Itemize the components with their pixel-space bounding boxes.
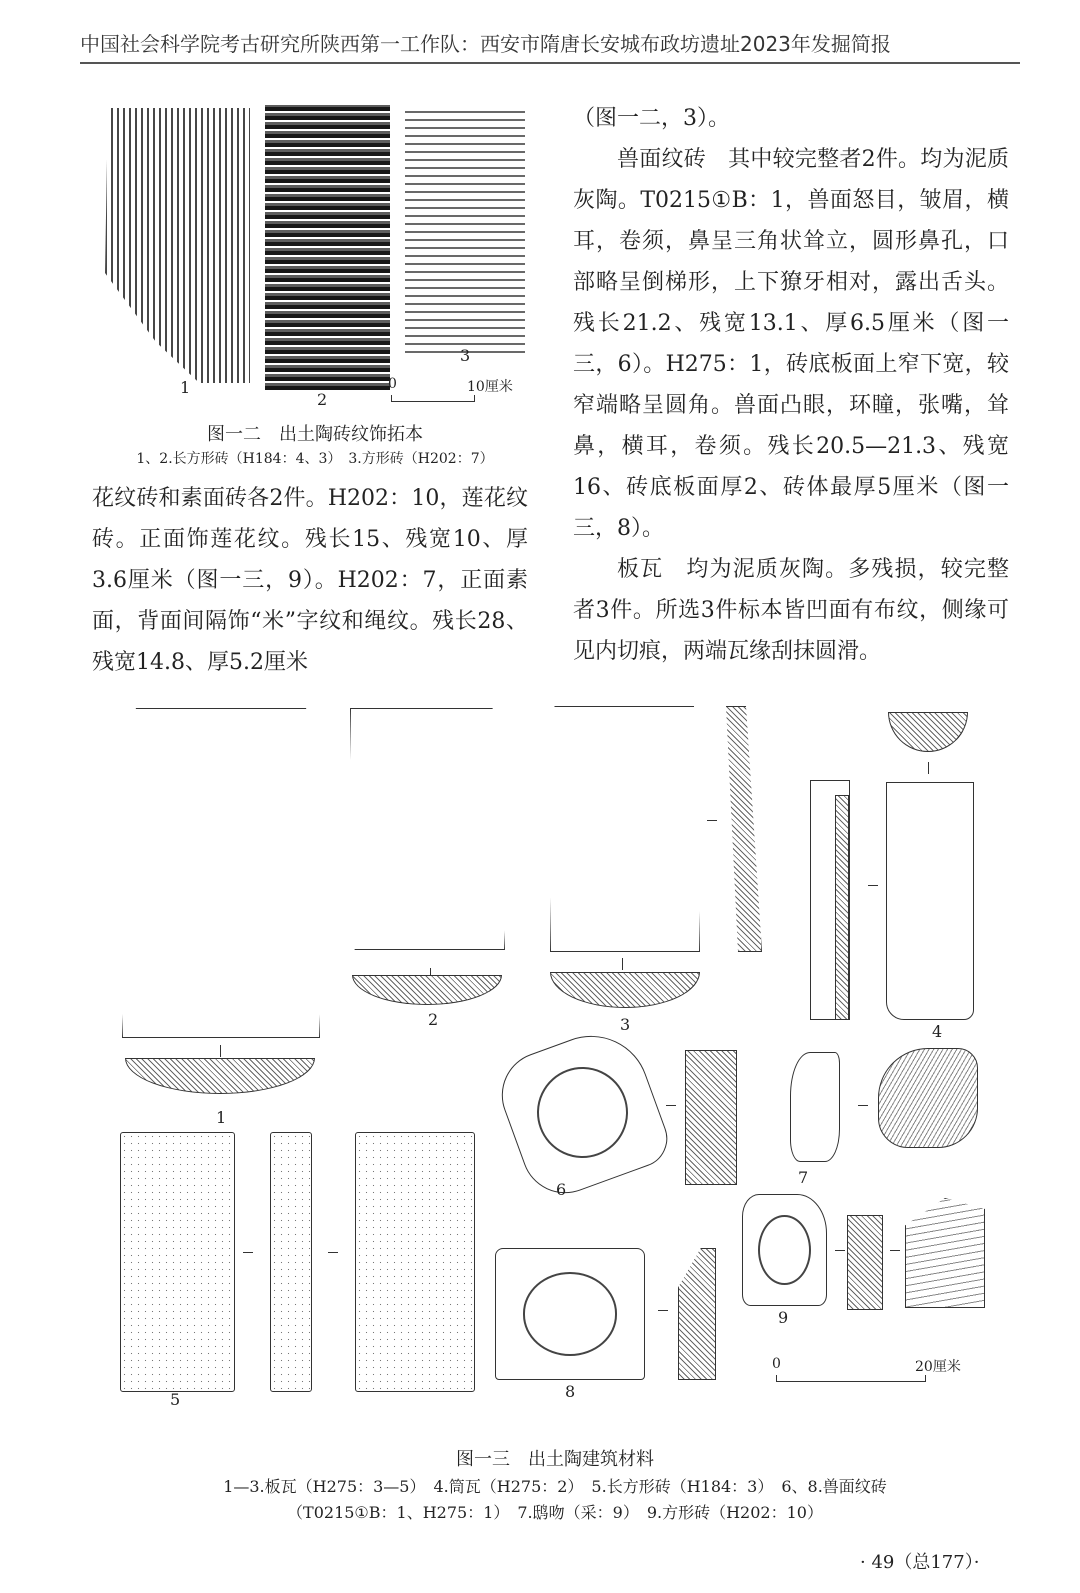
scale-label-end: 10厘米 <box>467 379 513 395</box>
drawing-tile-1 <box>122 708 320 1038</box>
rubbing-image-3 <box>405 108 525 353</box>
figure-13-title: 图一三 出土陶建筑材料 <box>456 1449 654 1470</box>
drawing-profile-hatch-4 <box>835 795 849 1020</box>
section-marker <box>328 1252 338 1253</box>
drawing-section-1 <box>125 1058 315 1094</box>
figure-item-number: 5 <box>170 1390 181 1409</box>
paragraph: 花纹砖和素面砖各2件。H202：10，莲花纹砖。正面饰莲花纹。残长15、残宽10、厚3.6厘米（图一三，9）。H202：7，正面素面，背面间隔饰“米”字纹和绳纹。残长28、残宽14.8、厚5.2厘米 <box>92 486 528 675</box>
figure-12-subtitle: 1、2.长方形砖（H184：4、3） 3.方形砖（H202：7） <box>136 451 494 467</box>
scale-bar <box>776 1374 926 1382</box>
scale-label-end: 20厘米 <box>915 1359 961 1375</box>
drawing-chiwen-7-side <box>790 1052 840 1162</box>
section-marker <box>928 762 929 774</box>
left-text-column <box>92 478 528 683</box>
figure-13-subtitle-line2: （T0215①B：1、H275：1） 7.鸱吻（采：9） 9.方形砖（H202：10） <box>287 1503 823 1522</box>
drawing-beast-face-8 <box>495 1248 645 1380</box>
scale-label-zero: 0 <box>772 1356 781 1372</box>
section-marker <box>658 1310 668 1311</box>
figure-item-number: 3 <box>620 1015 631 1034</box>
figure-item-number: 9 <box>778 1308 789 1327</box>
figure-item-number: 1 <box>180 378 191 397</box>
figure-item-number: 6 <box>556 1180 567 1199</box>
figure-item-number: 8 <box>565 1382 576 1401</box>
figure-13-subtitle-line1: 1—3.板瓦（H275：3—5） 4.筒瓦（H275：2） 5.长方形砖（H184：3） 6、8.兽面纹砖 <box>223 1477 887 1496</box>
rubbing-image-1 <box>105 108 250 383</box>
drawing-section-2 <box>352 975 502 1005</box>
drawing-beast-face-6 <box>490 1020 676 1206</box>
drawing-section-6 <box>685 1050 737 1185</box>
section-marker <box>868 885 878 886</box>
figure-item-number: 3 <box>460 346 471 365</box>
page-number: · 49（总177）· <box>860 1552 980 1573</box>
figure-12-title: 图一二 出土陶砖纹饰拓本 <box>207 424 423 445</box>
figure-item-number: 4 <box>932 1022 943 1041</box>
figure-item-number: 2 <box>428 1010 439 1029</box>
drawing-section-4 <box>888 712 968 752</box>
drawing-brick-5-side <box>270 1132 312 1392</box>
section-marker <box>858 1105 868 1106</box>
figure-item-number: 1 <box>216 1108 227 1127</box>
figure-13-drawings <box>110 700 990 1409</box>
figure-item-number: 7 <box>798 1168 809 1187</box>
paragraph: 兽面纹砖 其中较完整者2件。均为泥质灰陶。T0215①B：1，兽面怒目，皱眉，横耳，卷须，鼻呈三角状耸立，圆形鼻孔，口部略呈倒梯形，上下獠牙相对，露出舌头。残长21.2、残宽13.1、厚6.5厘米（图一三，6）。H275：1，砖底板面上窄下宽，较窄端略呈圆角。兽面凸眼，环瞳，张嘴，耸鼻，横耳，卷须。残长20.5—21.3、残宽16、砖底板面厚2、砖体最厚5厘米（图一三，8）。 <box>573 147 1009 541</box>
section-marker <box>707 820 717 821</box>
drawing-tile-3 <box>550 706 700 952</box>
drawing-brick-5-front <box>120 1132 235 1392</box>
section-marker <box>220 1045 221 1057</box>
section-marker <box>666 1105 676 1106</box>
figure-12-rubbings <box>95 100 535 409</box>
drawing-lotus-brick-9-back <box>905 1198 985 1308</box>
section-marker <box>835 1250 845 1251</box>
right-text-column <box>573 98 1009 672</box>
running-head: 中国社会科学院考古研究所陕西第一工作队：西安市隋唐长安城布政坊遗址2023年发掘简报 <box>80 28 1020 64</box>
drawing-lotus-brick-9-front <box>742 1194 827 1306</box>
figure-item-number: 2 <box>317 390 328 409</box>
drawing-brick-5-back <box>355 1132 475 1392</box>
drawing-section-3 <box>550 972 700 1008</box>
drawing-tile-2 <box>350 708 505 950</box>
drawing-profile-3 <box>722 706 762 952</box>
paragraph: （图一二，3）。 <box>573 106 730 131</box>
drawing-section-8 <box>678 1248 716 1380</box>
rubbing-image-2 <box>265 105 390 390</box>
drawing-tile-4 <box>886 782 974 1020</box>
section-marker <box>890 1250 900 1251</box>
section-marker <box>243 1252 253 1253</box>
paragraph: 板瓦 均为泥质灰陶。多残损，较完整者3件。所选3件标本皆凹面有布纹，侧缘可见内切痕，两端瓦缘刮抹圆滑。 <box>573 557 1009 664</box>
section-marker <box>622 958 623 970</box>
drawing-section-9 <box>847 1215 883 1310</box>
scale-label-zero: 0 <box>388 376 397 392</box>
drawing-chiwen-7-front <box>878 1048 978 1148</box>
scale-bar <box>391 394 475 402</box>
